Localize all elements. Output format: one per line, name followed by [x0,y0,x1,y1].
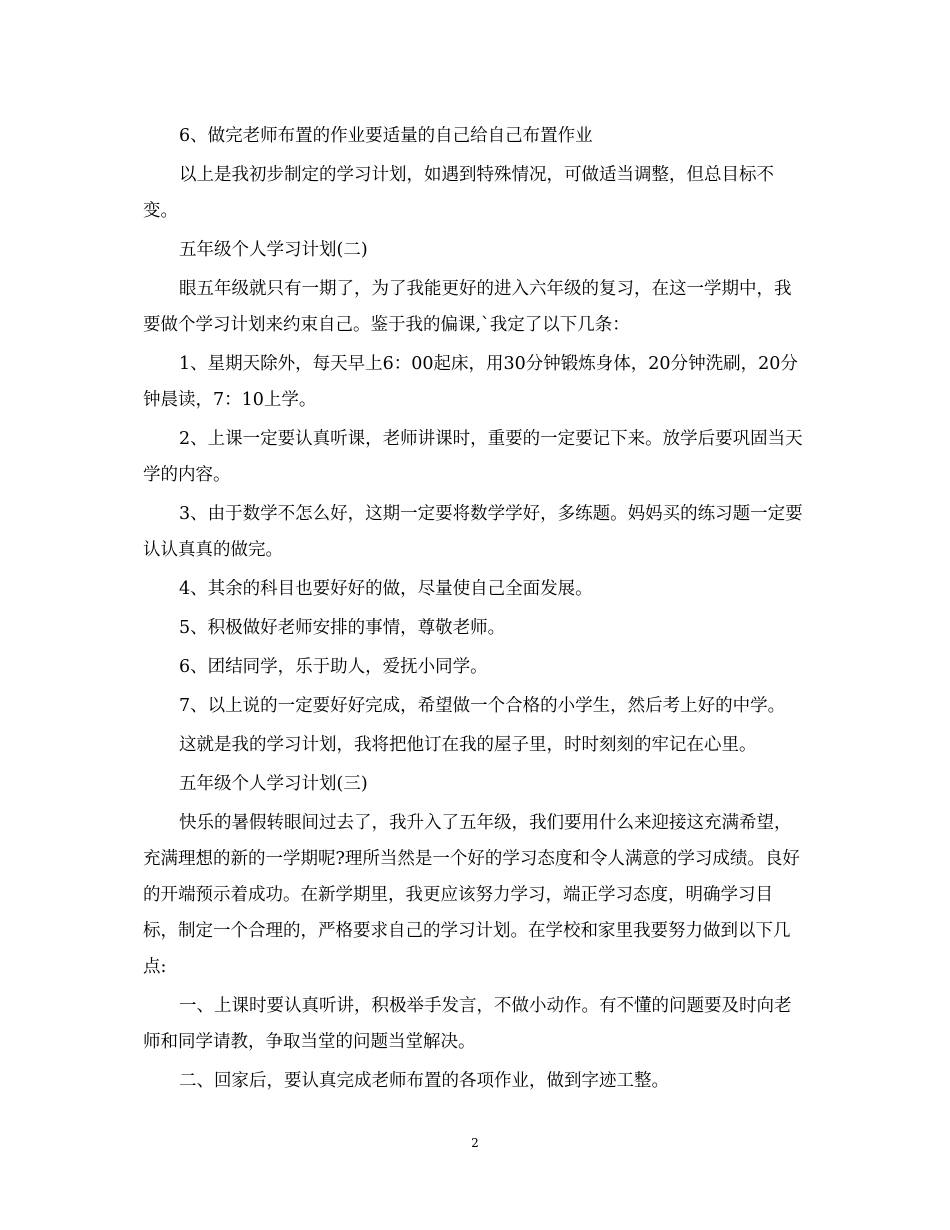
section-heading-plan-2: 五年级个人学习计划(二) [179,240,368,260]
paragraph-plan-2-item-7: 7、以上说的一定要好好完成，希望做一个合格的小学生，然后考上好的中学。 [179,696,786,716]
paragraph-plan-2-item-5: 5、积极做好老师安排的事情，尊敬老师。 [179,618,506,638]
paragraph-homework-item-6: 6、做完老师布置的作业要适量的自己给自己布置作业 [179,126,593,146]
paragraph-plan-2-item-2: 2、上课一定要认真听课，老师讲课时，重要的一定要记下来。放学后要巩固当天学的内容。 [143,429,803,485]
document-body [143,118,807,1102]
paragraph-plan-2-item-4: 4、其余的科目也要好好的做，尽量使自己全面发展。 [179,579,593,599]
paragraph-plan-3-point-1: 一、上课时要认真听讲，积极举手发言，不做小动作。有不懂的问题要及时向老师和同学请教，争取当堂的问题当堂解决。 [143,996,792,1052]
paragraph-plan-2-item-6: 6、团结同学，乐于助人，爱抚小同学。 [179,657,488,677]
paragraph-plan-2-intro: 眼五年级就只有一期了，为了我能更好的进入六年级的复习，在这一学期中，我要做个学习计划来约束自己。鉴于我的偏课,`我定了以下几条： [143,279,792,335]
section-heading-plan-3: 五年级个人学习计划(三) [179,774,368,794]
paragraph-plan-3-point-2: 二、回家后，要认真完成老师布置的各项作业，做到字迹工整。 [179,1071,669,1091]
paragraph-plan-3-intro: 快乐的暑假转眼间过去了，我升入了五年级，我们要用什么来迎接这充满希望，充满理想的新的一学期呢?理所当然是一个好的学习态度和令人满意的学习成绩。良好的开端预示着成功。在新学期里，我更应该努力学习，端正学习态度，明确学习目标，制定一个合理的，严格要求自己的学习计划。在学校和家里我要努力做到以下几点: [143,813,800,977]
paragraph-plan-2-item-3: 3、由于数学不怎么好，这期一定要将数学学好，多练题。妈妈买的练习题一定要认认真真的做完。 [143,504,803,560]
paragraph-plan-2-conclusion: 这就是我的学习计划，我将把他订在我的屋子里，时时刻刻的牢记在心里。 [179,735,757,755]
paragraph-plan-summary: 以上是我初步制定的学习计划，如遇到特殊情况，可做适当调整，但总目标不变。 [143,165,774,221]
page-number: 2 [471,1136,479,1150]
paragraph-plan-2-item-1: 1、星期天除外，每天早上6：00起床，用30分钟锻炼身体，20分钟洗刷，20分钟晨读，7：10上学。 [143,354,798,410]
